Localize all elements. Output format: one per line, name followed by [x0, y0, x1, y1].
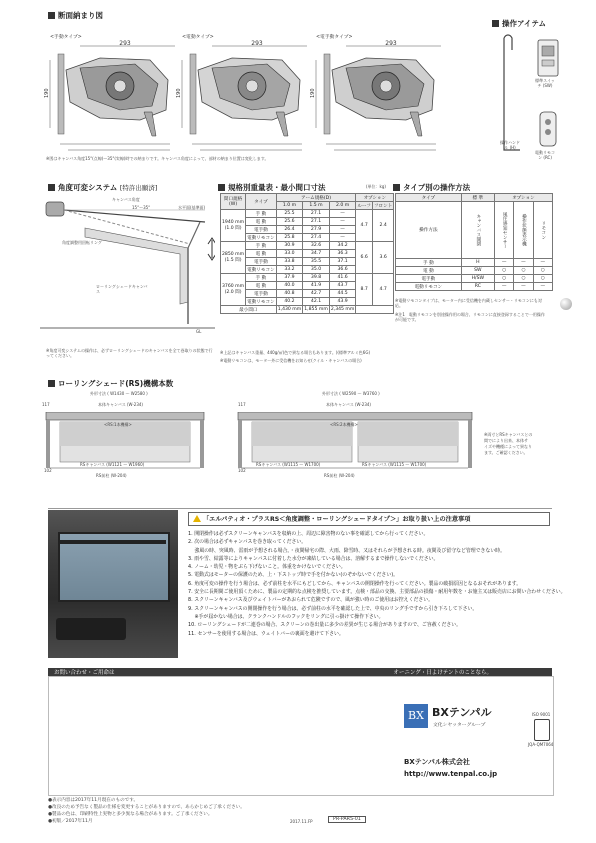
- table-row: 電 動 SW ○ ○ ○: [396, 267, 553, 275]
- section-bullet: [48, 380, 55, 387]
- rs-left-body: 本体キャンバス (W-234): [98, 402, 143, 407]
- rs-left-side: 117: [42, 402, 50, 407]
- spec-note-1: ※上記はキャンバス重量、440g/㎡(色で異なる場合もあります。)(標準アルミ色6G): [220, 350, 370, 355]
- section-title-text: 操作アイテム: [502, 19, 546, 28]
- spec-head-type: タイプ: [246, 194, 277, 210]
- height-label: 190: [310, 88, 316, 98]
- subtitle-electric-manual: <電手動タイプ>: [316, 35, 353, 40]
- table-row-min: 最小間口 1,430 mm 1,855 mm 2,345 mm: [221, 306, 394, 314]
- rs-left-edge: 102: [44, 468, 52, 473]
- label-operation-handle: 操作ハンドル (H): [500, 140, 520, 150]
- rs-right-side: 117: [238, 402, 246, 407]
- list-item: 強風の時、突風時、雷雨が予想される場合。・夜間帰宅の際、大雨、降雪時、又はそれらが予想される時。夜間及び留守など管理できない時。: [188, 547, 505, 554]
- rs-right-base: RS前柱 (W-204): [324, 473, 355, 478]
- label-horizontal-plane: 水平面(基準面): [178, 205, 206, 210]
- rs-right-canvas-1: RSキャンバス (W1115 〜 W1700): [256, 462, 321, 467]
- company-url[interactable]: http://www.tenpal.co.jp: [404, 770, 498, 778]
- rs-left-outer: 外形寸法 ( W1430 〜 W2580 ): [90, 391, 148, 396]
- table-row: 電動リモコン 25.8 27.4 —: [221, 234, 394, 242]
- spec-head-arm: アーム規格(D): [276, 194, 356, 202]
- list-item: 8. スクリーンキャンバス及びウェイトバーがあおられて危険ですので、風が強い時のご使用はお控えください。: [188, 597, 434, 604]
- list-item: 4. ノーム・幼児・物をぶら下げないこと。体重をかけないでください。: [188, 564, 346, 571]
- cross-section-drawing-electric-manual: [306, 40, 446, 160]
- section-bullet: [492, 20, 499, 27]
- patent-tag: [特許出願済]: [119, 184, 158, 192]
- spec-w-cell: 2850 mm (1.5 間): [221, 242, 246, 274]
- table-row: 電 動 25.6 27.1 —: [221, 218, 394, 226]
- list-item: 5. 電動式はモーターの保護のため、上・下ストップ時で手を付かない(のぞかないでください)。: [188, 572, 399, 579]
- label-rolling-shade-canvas: ローリングシェードキャンバス: [96, 284, 148, 294]
- table-row: 2850 mm (1.5 間) 手 動 30.9 32.6 34.2 6.6 3.6: [221, 242, 394, 250]
- spec-head-w: 間口規格(W): [221, 194, 246, 210]
- subtitle-manual: <手動タイプ>: [50, 35, 82, 40]
- table-row: 電動リモコン 33.2 35.0 36.6: [221, 266, 394, 274]
- label-ground-level: GL: [196, 329, 202, 334]
- rs-right-center-label: <RS:2本機構>: [330, 422, 358, 427]
- list-item: 2. 次の場合は必ずキャンバスを巻き取ってください。: [188, 539, 307, 546]
- rs-right-body: 本体キャンバス (W-234): [326, 402, 371, 407]
- table-row: 電手動 H/SW ○ ○ ○: [396, 275, 553, 283]
- section-title-text: 規格別重量表・最小間口寸法: [228, 183, 326, 192]
- table-row: 電手動 33.8 35.5 37.1: [221, 258, 394, 266]
- unit-label: (単位：kg): [366, 184, 386, 189]
- section-title-text: ローリングシェード(RS)機構本数: [58, 379, 174, 388]
- spec-table: [220, 193, 394, 314]
- spec-w-cell: 1940 mm (1.0 間): [221, 210, 246, 242]
- rs-right-canvas-2: RSキャンバス (W1115 〜 W1700): [362, 462, 427, 467]
- table-row: 電動リモコン 40.2 42.1 43.9: [221, 298, 394, 306]
- label-rotation-ring: 角度調整用回転リング: [62, 240, 102, 245]
- spec-sub: 2.0 m: [329, 202, 356, 210]
- angle-note: ※角度可変システムの操作は、必ずローリングシェードのキャンバスを全て巻取りの状態で行ってください。: [46, 348, 213, 358]
- section-bullet: [393, 184, 400, 191]
- list-item: 10. ローリングシェードが二連巻の場合、スクリーンの巻出量に多少の差異が生じる場合がありますので、ご容赦ください。: [188, 622, 462, 629]
- rs-right-outer: 外形寸法 ( W2590 〜 W3760 ): [322, 391, 380, 396]
- rs-note: ※両寸とRSキャンバスとの 間でにより出来、本体サ イズや機種によって異なり ます。ご確認ください。: [484, 432, 533, 455]
- list-item: 6. 角度可変の操作を行う場合は、必ず前柱を水平にもどしてから、キャンバスの開閉操作を行ってください。製品の破損原因となるおそれがあります。: [188, 580, 522, 587]
- table-row: 電動リモコン RC — — —: [396, 283, 553, 291]
- company-name: BXテンパル株式会社: [404, 758, 470, 766]
- brand-name: BXテンパル: [432, 706, 492, 719]
- list-item: 7. 安全に長期間ご使用頂くために、製品の定期的な点検を推奨しています。点検・部品の交換、主要部品の損傷・耐用年数を・お施主又は販売店にお問い合わせください。: [188, 589, 566, 596]
- height-label: 190: [176, 88, 182, 98]
- cross-section-drawing-electric: [172, 40, 312, 160]
- table-row: 手 動 H — — —: [396, 259, 553, 267]
- types-note-1: ※電動リモコンタイプは、モーター内に受信機を内蔵しセンサー・リモコンにも対応。: [395, 298, 542, 308]
- caution-title-box: [188, 512, 550, 526]
- list-item: 11. センサーを使用する場合は、ウェイトバーの裏面を避けて下さい。: [188, 630, 344, 637]
- section-title-spec-table: [218, 182, 326, 193]
- iso-cert-icon: [534, 719, 550, 741]
- section1-footnote: ※図はキャンバス角度15°(点線)〜35°(実線)時での納まりです。キャンバス角度によって、部材の納まり位置は変化します。: [46, 156, 269, 161]
- dim-label: 293: [251, 40, 263, 47]
- cross-section-drawing-manual: [40, 40, 180, 160]
- photo-shade-bar: [58, 540, 166, 544]
- spec-note-2: ※電動リモコンは、モーター外に受信機をお知らせ(クイル・キャンバスの場合): [220, 358, 362, 363]
- label-canvas-angle: キャンバス角度: [112, 197, 140, 202]
- spec-head-option: オプション: [356, 194, 394, 202]
- type-operation-table: タイプ 標 準 オプション 操作方法 キャンバス開閉 風圧感知センサー 操作状態表示機 リモコン 手 動 H — — — 電 動 SW ○ ○ ○ 電手動 H/SW ○ ○ ○ 電動リモコン RC — — —: [395, 193, 553, 291]
- section-title-text: タイプ別の操作方法: [403, 183, 471, 192]
- list-item: 9. スクリーンキャンバスの開閉操作を行う場合は、必ず前柱の水平を確認した上で、中央のリング手ですから引き下ろして下さい。: [188, 605, 478, 612]
- height-label: 190: [44, 88, 50, 98]
- brand-group: 文化シヤッターグループ: [433, 723, 486, 728]
- spec-sub: 1.0 m: [276, 202, 303, 210]
- table-row: 電手動 26.4 27.9 —: [221, 226, 394, 234]
- rs-left-canvas: RSキャンバス (W1121 〜 W1960): [80, 462, 145, 467]
- footer-code: 2017.11.FP: [290, 819, 313, 824]
- contact-right: オーニング・日よけテントのことなら。: [393, 670, 492, 676]
- photo-sofa: [56, 618, 126, 640]
- table-row: 電手動 40.8 42.7 44.5: [221, 290, 394, 298]
- table-row: 電 動 40.0 41.9 43.7: [221, 282, 394, 290]
- table-row: 1940 mm (1.0 間) 手 動 25.5 27.1 — 4.7 2.4: [221, 210, 394, 218]
- section-bullet: [48, 12, 55, 19]
- label-standard-switch: 標準スイッチ (SW): [535, 78, 555, 88]
- table-row: 電 動 33.0 34.7 36.3: [221, 250, 394, 258]
- jqa-label: JQA-QM7064: [528, 742, 554, 747]
- section-title-type-operation: [393, 182, 470, 193]
- contact-area: [48, 676, 554, 796]
- section-title-operation-items: [492, 18, 546, 29]
- warning-icon: [193, 515, 201, 522]
- section-title-text: 角度可変システム: [58, 183, 118, 192]
- rs-left-base: RS前柱 (W-204): [96, 473, 127, 478]
- dim-label: 293: [385, 40, 397, 47]
- spec-sub: ルーフ: [357, 203, 371, 209]
- rs-right-edge: 102: [238, 468, 246, 473]
- catalog-number: PR-PARS-01: [328, 816, 366, 823]
- section-bullet: [218, 184, 225, 191]
- spec-sub: フロント: [373, 203, 393, 209]
- spec-sub: 1.5 m: [303, 202, 330, 210]
- section-title-text: 断面納まり図: [58, 11, 103, 20]
- footer-notes: ●表示内容は2017年11月現在のものです。 ●改良のため予告なく製品の仕様を変更することがありますので、あらかじめご了承ください。 ●製品の色は、印刷特性上実物と多少異なる場合があります。ご了承ください。 ●初版／2017年11月: [48, 798, 245, 824]
- dim-label: 293: [119, 40, 131, 47]
- list-item: ※手が届かない場合は、クランクハンドルのフックをリングに引っ掛けて操作下さい。: [188, 613, 384, 620]
- spec-w-cell: 3760 mm (2.0 間): [221, 274, 246, 306]
- section-title-rs: [48, 378, 173, 389]
- section-bullet: [48, 184, 55, 191]
- label-angle-range: 15°〜35°: [132, 205, 151, 210]
- section-title-cross-section: [48, 10, 103, 21]
- subtitle-electric: <電動タイプ>: [182, 35, 214, 40]
- types-note-2: ※注1 電動リモコンを別途操作用の場合、リモコンに直接登録することで一用操作が可能です。: [395, 312, 545, 322]
- contact-left: お問い合わせ・ご用命は: [54, 670, 115, 676]
- table-row: 3760 mm (2.0 間) 手 動 37.9 39.8 41.6 8.7 4.7: [221, 274, 394, 282]
- label-remote: 電動リモコン (RC): [535, 150, 555, 160]
- contact-bar: [48, 668, 552, 676]
- iso-label: ISO 9001: [532, 712, 551, 717]
- caution-title: 「エルパティオ・プラスRS＜角度調整・ローリングシェードタイプ＞」お取り扱い上の注意事項: [203, 516, 471, 523]
- installation-photo: [48, 510, 178, 658]
- punch-hole-icon: [560, 298, 572, 310]
- list-item: 3. 雨や雪、結露等によりキャンバスに付着した水分が凍結している場合は、溶解するまで操作しないでください。: [188, 555, 439, 562]
- brand-logo-mark: BX: [404, 704, 428, 728]
- list-item: 1. 開閉操作は必ずスクリーンキャンバスを収納の上、周辺に障害物のない事を確認してから行ってください。: [188, 531, 429, 537]
- rs-left-center-label: <RS:1本機構>: [104, 422, 132, 427]
- caution-list: [188, 530, 566, 638]
- angle-system-drawing: [40, 192, 215, 334]
